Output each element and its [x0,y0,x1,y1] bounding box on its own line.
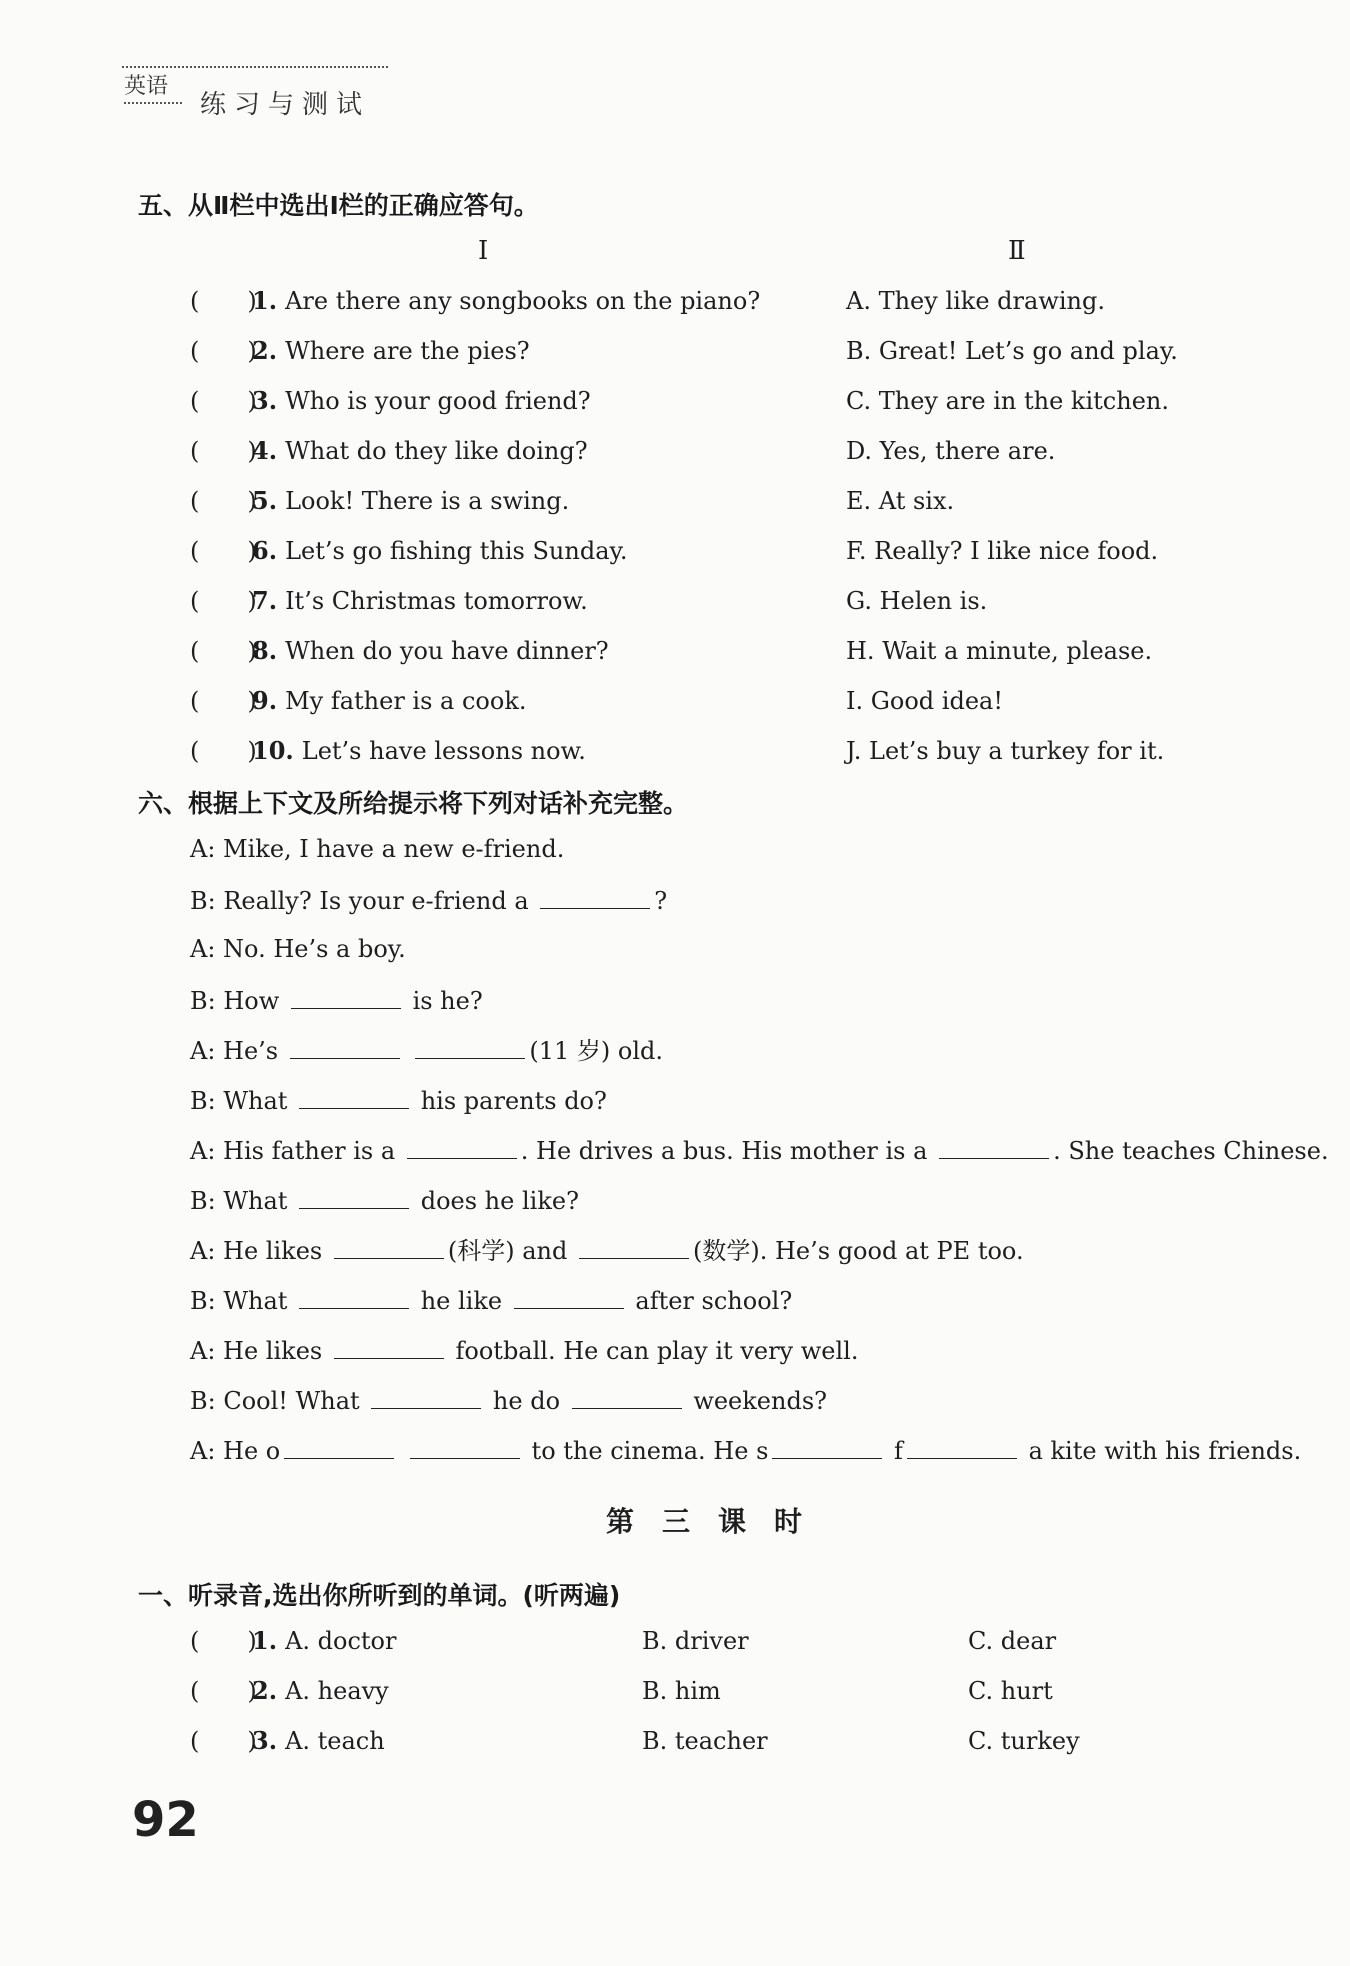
dialog-text: (11 岁) old. [529,1037,664,1065]
dialog-text: he do [492,1387,561,1415]
answer-option: A. They like drawing. [846,287,1105,315]
dialog-line [190,1432,1301,1466]
option-c: C. turkey [968,1727,1080,1755]
option-a: A. doctor [285,1627,397,1655]
question-number: 3. [252,386,278,415]
section5-title: 五、从Ⅱ栏中选出Ⅰ栏的正确应答句。 [138,191,539,220]
answer-parentheses[interactable]: ( ) [190,487,257,515]
dialog-text: A: He’s [190,1037,279,1065]
option-a: A. teach [285,1727,385,1755]
dialog-text: weekends? [693,1387,828,1415]
fill-blank[interactable] [290,1032,400,1059]
fill-blank[interactable] [334,1332,444,1359]
option-b: B. driver [642,1627,749,1655]
dialog-line [190,1232,1024,1266]
answer-parentheses[interactable]: ( ) [190,437,257,465]
question-text: Look! There is a swing. [285,487,570,515]
dialog-text: B: Cool! What [190,1387,360,1415]
dialog-text: f [894,1437,903,1465]
answer-option: F. Really? I like nice food. [846,537,1159,565]
question-number: 2. [252,1676,278,1705]
answer-parentheses[interactable]: ( ) [190,1727,257,1755]
dialog-line [190,982,483,1016]
section6-title: 六、根据上下文及所给提示将下列对话补充完整。 [138,789,689,818]
subject-label: 英语 [124,72,182,104]
question-number: 2. [252,336,278,365]
dialog-text: he like [420,1287,503,1315]
dialog-line [190,1182,579,1216]
fill-blank[interactable] [907,1432,1017,1459]
answer-parentheses[interactable]: ( ) [190,737,257,765]
dialog-line [190,1382,827,1416]
dialog-text: B: What [190,1087,288,1115]
dialog-line [190,1332,858,1366]
answer-parentheses[interactable]: ( ) [190,337,257,365]
question-text: When do you have dinner? [285,637,609,665]
question-number: 4. [252,436,278,465]
question-text: Let’s have lessons now. [301,737,586,765]
option-b: B. him [642,1677,721,1705]
dialog-text: A: He likes [190,1237,323,1265]
section1-title: 一、听录音,选出你所听到的单词。(听两遍) [138,1581,621,1610]
fill-blank[interactable] [939,1132,1049,1159]
fill-blank[interactable] [514,1282,624,1309]
answer-option: I. Good idea! [846,687,1003,715]
dialog-line [190,1282,792,1316]
question-text: Where are the pies? [285,337,530,365]
fill-blank[interactable] [415,1032,525,1059]
answer-option: G. Helen is. [846,587,988,615]
answer-option: D. Yes, there are. [846,437,1056,465]
fill-blank[interactable] [540,882,650,909]
question-number: 3. [252,1726,278,1755]
question-text: It’s Christmas tomorrow. [285,587,588,615]
question-number: 8. [252,636,278,665]
fill-blank[interactable] [371,1382,481,1409]
question-number: 1. [252,1626,278,1655]
lesson-title: 第三课时 [606,1505,831,1538]
dialog-text: A: He o [190,1437,281,1465]
answer-option: C. They are in the kitchen. [846,387,1169,415]
dialog-line [190,1132,1329,1166]
fill-blank[interactable] [291,982,401,1009]
dialog-text: A: He likes [190,1337,323,1365]
option-a: A. heavy [285,1677,389,1705]
question-number: 1. [252,286,278,315]
answer-parentheses[interactable]: ( ) [190,537,257,565]
answer-parentheses[interactable]: ( ) [190,1677,257,1705]
option-c: C. hurt [968,1677,1053,1705]
dialog-text: is he? [412,987,483,1015]
answer-option: E. At six. [846,487,955,515]
dialog-text: a kite with his friends. [1028,1437,1302,1465]
question-text: Are there any songbooks on the piano? [285,287,761,315]
dialog-text: . He drives a bus. His mother is a [520,1137,928,1165]
fill-blank[interactable] [334,1232,444,1259]
answer-parentheses[interactable]: ( ) [190,587,257,615]
question-row [190,434,588,468]
question-row [190,584,588,618]
fill-blank[interactable] [772,1432,882,1459]
question-row [190,684,527,718]
answer-parentheses[interactable]: ( ) [190,287,257,315]
dialog-text: to the cinema. He s [531,1437,769,1465]
question-row [190,634,609,668]
question-row [190,734,586,768]
option-c: C. dear [968,1627,1057,1655]
dialog-line: A: No. He’s a boy. [190,935,406,963]
dialog-line: A: Mike, I have a new e-friend. [190,835,565,863]
question-text: What do they like doing? [285,437,588,465]
question-text: My father is a cook. [285,687,527,715]
dialog-text: after school? [635,1287,793,1315]
answer-option: J. Let’s buy a turkey for it. [846,737,1165,765]
dialog-text: B: Really? Is your e-friend a [190,887,529,915]
fill-blank[interactable] [299,1082,409,1109]
question-number: 5. [252,486,278,515]
question-row [190,334,530,368]
option-b: B. teacher [642,1727,768,1755]
question-text: Let’s go fishing this Sunday. [285,537,628,565]
question-row [190,284,760,318]
dialog-text: does he like? [420,1187,579,1215]
listening-item [190,1624,396,1658]
question-number: 10. [252,736,294,765]
page-number: 92 [132,1792,199,1848]
fill-blank[interactable] [299,1182,409,1209]
dialog-text: B: What [190,1287,288,1315]
answer-parentheses[interactable]: ( ) [190,687,257,715]
fill-blank[interactable] [579,1232,689,1259]
question-row [190,384,591,418]
column-2-heading: Ⅱ [1008,236,1026,266]
question-number: 9. [252,686,278,715]
fill-blank[interactable] [572,1382,682,1409]
fill-blank[interactable] [299,1282,409,1309]
listening-item [190,1674,389,1708]
listening-item [190,1724,385,1758]
column-1-heading: Ⅰ [478,236,489,266]
question-number: 6. [252,536,278,565]
dialog-text: A: His father is a [190,1137,396,1165]
answer-option: B. Great! Let’s go and play. [846,337,1178,365]
dialog-line [190,1082,607,1116]
dialog-text: (科学) and [447,1237,568,1265]
answer-option: H. Wait a minute, please. [846,637,1153,665]
question-number: 7. [252,586,278,615]
dialog-line [190,1032,663,1066]
answer-parentheses[interactable]: ( ) [190,637,257,665]
dialog-text: his parents do? [420,1087,607,1115]
fill-blank[interactable] [407,1132,517,1159]
dialog-text: B: How [190,987,280,1015]
dialog-text: (数学). He’s good at PE too. [693,1237,1024,1265]
answer-parentheses[interactable]: ( ) [190,387,257,415]
answer-parentheses[interactable]: ( ) [190,1627,257,1655]
question-text: Who is your good friend? [285,387,591,415]
dialog-text: ? [654,887,668,915]
dialog-text: football. He can play it very well. [455,1337,859,1365]
header-dotted-rule [122,66,388,68]
dialog-line [190,882,667,916]
fill-blank[interactable] [284,1432,394,1459]
question-row [190,534,628,568]
question-row [190,484,569,518]
fill-blank[interactable] [410,1432,520,1459]
dialog-text: B: What [190,1187,288,1215]
book-title: 练习与测试 [200,90,371,120]
dialog-text: . She teaches Chinese. [1053,1137,1329,1165]
